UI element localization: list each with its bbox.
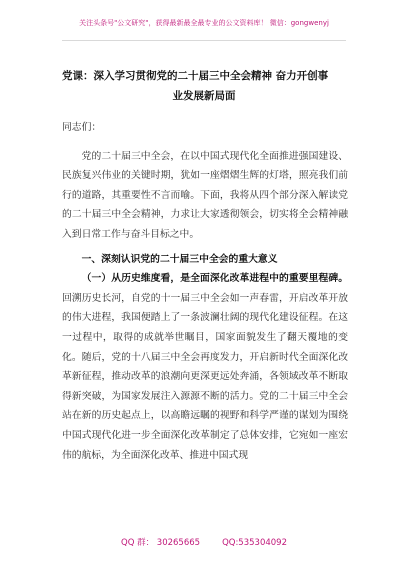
document-body — [62, 118, 348, 465]
footer-qq-group: QQ 群： 30265665 — [121, 538, 201, 548]
subsection-text: 回溯历史长河，自党的十一届三中全会如一声春雷，开启改革开放的伟大进程，我国便踏上了一条波澜壮阔的现代化建设征程。在这一过程中，取得的成就举世瞩目，国家面貌发生了翻天覆地的变化。随后，党的十八届三中全会再度发力，开启新时代全面深化改革新征程，推动改革的浪潮向更深更远处奔涌，各领域改革不断取得新突破，为国家发展注入源源不断的活力。党的二十届三中全会站在新的历史起点上，以高瞻远瞩的视野和科学严谨的谋划为围绕中国式现代化进一步全面深化改革制定了总体安排，它宛如一座宏伟的航标，为全面深化改革、推进中国式现 — [62, 292, 348, 461]
title-line-1: 党课：深入学习贯彻党的二十届三中全会精神 奋力开创事 — [62, 70, 329, 82]
document-title — [62, 66, 346, 106]
subsection-heading: （一）从历史维度看，是全面深化改革进程中的重要里程碑。 — [81, 273, 348, 285]
footer-qq: QQ:535304092 — [222, 538, 287, 548]
section-heading: 一、深刻认识党的二十届三中全会的重大意义 — [81, 253, 278, 265]
header-note: 关注头条号"公文研究"，获得最新最全最专业的公文资料库！ 微信：gongwenyj — [79, 19, 329, 27]
salutation: 同志们： — [62, 122, 102, 133]
footer-contact — [0, 536, 408, 548]
header-divider — [62, 40, 346, 41]
title-line-2: 业发展新局面 — [172, 90, 236, 102]
intro-paragraph: 党的二十届三中全会，在以中国式现代化全面推进强国建设、民族复兴伟业的关键时期，犹如一座熠熠生辉的灯塔，照亮我们前行的道路，其重要性不言而喻。下面，我将从四个部分深入解读党的二十届三中全会精神，力求让大家透彻领会，切实将全会精神融入到日常工作与奋斗目标之中。 — [62, 150, 348, 240]
subsection-paragraph — [62, 269, 348, 465]
